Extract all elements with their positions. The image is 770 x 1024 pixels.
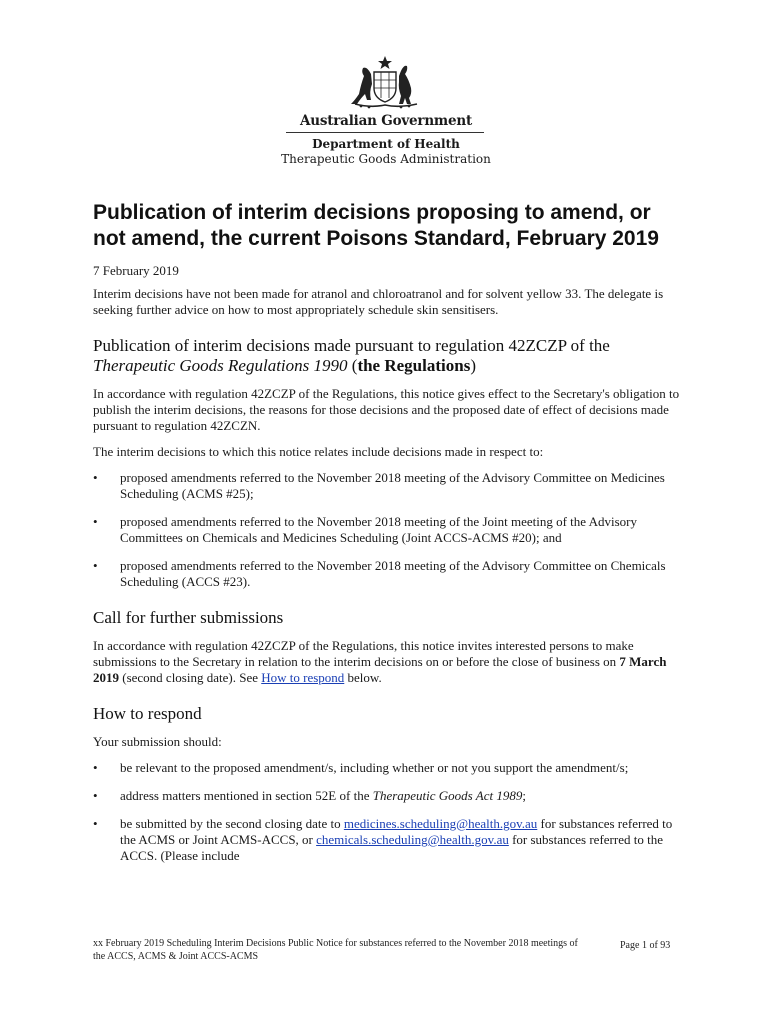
- publication-paragraph: In accordance with regulation 42ZCZP of the Regulations, this notice gives effect to the Secretary's obligation to publish the interim decisions, the reasons for those decisions and the proposed date of effect of decisions made pursuant to regulation 42ZCZN.: [93, 386, 680, 433]
- footer-document-reference: xx February 2019 Scheduling Interim Decisions Public Notice for substances referred to the November 2018 meetings of the ACCS, ACMS & Joint ACCS-ACMS: [93, 938, 578, 962]
- document-title: Publication of interim decisions proposing to amend, or not amend, the current Poisons Standard, February 2019: [93, 201, 659, 250]
- bullet-icon: •: [93, 558, 98, 573]
- department-name: Department of Health: [312, 137, 460, 151]
- medicines-scheduling-email-link[interactable]: medicines.scheduling@health.gov.au: [343, 816, 538, 831]
- section-heading-how-to-respond: How to respond: [93, 704, 202, 723]
- submission-lead: Your submission should:: [93, 734, 222, 749]
- list-item: • be relevant to the proposed amendment/s, including whether or not you support the amendment/s;: [93, 760, 629, 775]
- how-to-respond-link[interactable]: How to respond: [261, 670, 345, 685]
- intro-paragraph: Interim decisions have not been made for atranol and chloroatranol and for solvent yellow 33. The delegate is seeking further advice on how to most appropriately schedule skin sensitisers.: [93, 286, 664, 317]
- call-for-submissions-paragraph: In accordance with regulation 42ZCZP of the Regulations, this notice invites interested persons to make submissions to the Secretary in relation to the interim decisions on or before the close of business on 7 March 2019 (second closing date). See How to respond below.: [93, 638, 667, 685]
- decisions-intro-paragraph: The interim decisions to which this notice relates include decisions made in respect to:: [93, 444, 544, 459]
- bullet-icon: •: [93, 514, 98, 529]
- bullet-icon: •: [93, 470, 98, 485]
- government-name: Australian Government: [299, 113, 473, 129]
- chemicals-scheduling-email-link[interactable]: chemicals.scheduling@health.gov.au: [316, 832, 509, 847]
- list-item: • be submitted by the second closing date to medicines.scheduling@health.gov.au for substances referred to the ACMS or Joint ACMS-ACCS, or chemicals.scheduling@health.gov.au for substances referred to the ACCS. (Please include: [93, 816, 673, 863]
- document-date: 7 February 2019: [93, 263, 179, 278]
- list-item: • proposed amendments referred to the November 2018 meeting of the Advisory Committee on Medicines Scheduling (ACMS #25);: [93, 470, 665, 501]
- agency-name: Therapeutic Goods Administration: [281, 152, 491, 166]
- list-item: • address matters mentioned in section 52E of the Therapeutic Goods Act 1989;: [93, 788, 526, 803]
- commonwealth-coat-of-arms-icon: [341, 54, 429, 110]
- decisions-list: [93, 470, 683, 590]
- bullet-icon: •: [93, 816, 98, 831]
- page-number: Page 1 of 93: [620, 940, 671, 951]
- list-item: • proposed amendments referred to the November 2018 meeting of the Joint meeting of the Advisory Committees on Chemicals and Medicines Scheduling (Joint ACCS-ACMS #20); and: [93, 514, 637, 545]
- section-heading-call-for-submissions: Call for further submissions: [93, 608, 284, 627]
- submission-requirements-list: [93, 760, 683, 864]
- list-item: • proposed amendments referred to the November 2018 meeting of the Advisory Committee on Chemicals Scheduling (ACCS #23).: [93, 558, 666, 589]
- bullet-icon: •: [93, 760, 98, 775]
- header-divider: [286, 132, 484, 133]
- document-body: [93, 200, 683, 876]
- section-heading-publication: Publication of interim decisions made pursuant to regulation 42ZCZP of the Therapeutic Goods Regulations 1990 (the Regulations): [93, 336, 610, 375]
- bullet-icon: •: [93, 788, 98, 803]
